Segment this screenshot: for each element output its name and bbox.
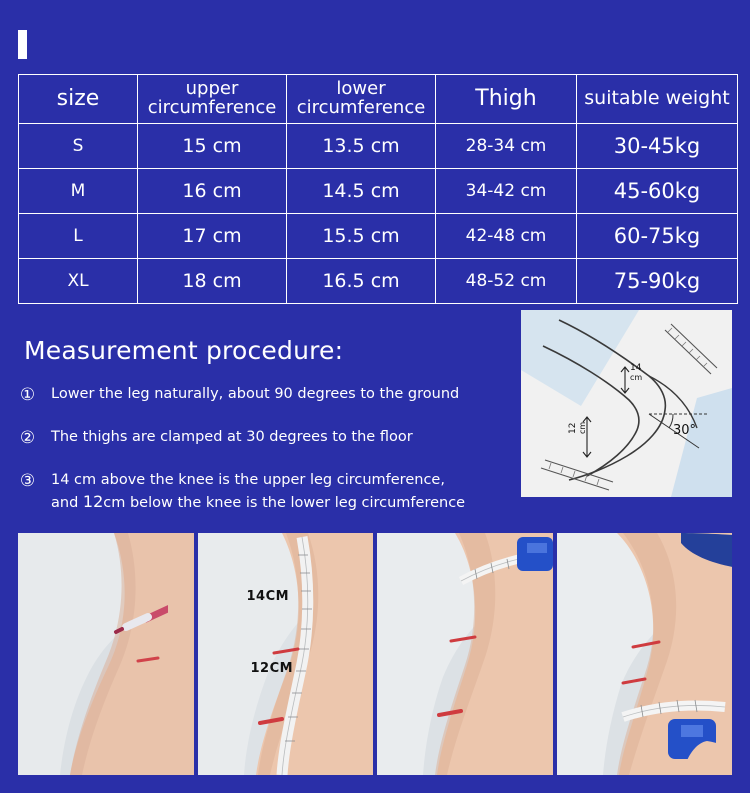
header-upper-circumference (138, 75, 287, 124)
header-size: size (19, 75, 138, 124)
cell-upper: 16 cm (138, 169, 287, 214)
photo-label-14cm: 14CM (246, 589, 290, 604)
photo-step-4 (557, 533, 733, 775)
procedure-steps (18, 384, 518, 535)
photo-step-3 (377, 533, 553, 775)
procedure-title: Measurement procedure: (24, 336, 344, 365)
cell-weight: 45-60kg (577, 169, 738, 214)
cell-upper: 18 cm (138, 259, 287, 304)
cell-upper: 15 cm (138, 124, 287, 169)
cell-lower: 15.5 cm (287, 214, 436, 259)
cell-upper: 17 cm (138, 214, 287, 259)
cell-lower: 13.5 cm (287, 124, 436, 169)
photo-step-1 (18, 533, 194, 775)
list-item (18, 470, 518, 513)
table-header-row (19, 75, 738, 124)
leg-measure-diagram-icon (521, 310, 732, 497)
header-upper-line1: upper (185, 78, 239, 100)
leg-photo-1-icon (18, 533, 194, 775)
step-marker-1: ① (19, 385, 36, 405)
step-text-3-prefix: and (51, 494, 83, 511)
step-text-3-line1: 14 cm above the knee is the upper leg circumference, (51, 472, 445, 488)
diagram-label-upper-unit: cm (630, 373, 643, 382)
cell-size: S (19, 124, 138, 169)
header-thigh: Thigh (436, 75, 577, 124)
diagram-label-lower: 12 (568, 422, 578, 434)
step-text-3 (51, 470, 465, 513)
cell-thigh: 48-52 cm (436, 259, 577, 304)
cell-thigh: 34-42 cm (436, 169, 577, 214)
diagram-label-upper: 14 (630, 363, 642, 373)
header-suitable-weight: suitable weight (577, 75, 738, 124)
cell-weight: 30-45kg (577, 124, 738, 169)
header-lower-line1: lower (336, 78, 386, 100)
cell-thigh: 42-48 cm (436, 214, 577, 259)
cell-size: XL (19, 259, 138, 304)
photo-step-2 (198, 533, 374, 775)
size-chart-table (18, 74, 738, 304)
cell-lower: 16.5 cm (287, 259, 436, 304)
table-row (19, 124, 738, 169)
header-lower-line2: circumference (296, 97, 426, 118)
leg-photo-4-icon (557, 533, 733, 775)
table-row (19, 214, 738, 259)
step-text-1: Lower the leg naturally, about 90 degrees to the ground (51, 386, 460, 402)
top-accent-bar (18, 30, 27, 59)
diagram-label-lower-unit: cm (578, 421, 587, 434)
list-item (18, 384, 518, 405)
cell-size: M (19, 169, 138, 214)
leg-photo-2-icon (198, 533, 374, 775)
step-marker-2: ② (19, 428, 36, 448)
cell-size: L (19, 214, 138, 259)
cell-lower: 14.5 cm (287, 169, 436, 214)
photo-strip (18, 533, 732, 775)
list-item (18, 427, 518, 448)
cell-weight: 60-75kg (577, 214, 738, 259)
step-marker-3: ③ (19, 471, 36, 491)
step-text-3-suffix: cm below the knee is the lower leg circumference (103, 494, 466, 511)
table-row (19, 169, 738, 214)
header-upper-line2: circumference (147, 97, 277, 118)
cell-weight: 75-90kg (577, 259, 738, 304)
step-text-2: The thighs are clamped at 30 degrees to the floor (51, 429, 413, 445)
table-row (19, 259, 738, 304)
cell-thigh: 28-34 cm (436, 124, 577, 169)
header-lower-circumference (287, 75, 436, 124)
diagram-label-angle: 30° (673, 423, 697, 438)
photo-label-12cm: 12CM (250, 661, 294, 676)
measurement-diagram (521, 310, 732, 497)
leg-photo-3-icon (377, 533, 553, 775)
step-text-3-number: 12 (82, 491, 104, 511)
